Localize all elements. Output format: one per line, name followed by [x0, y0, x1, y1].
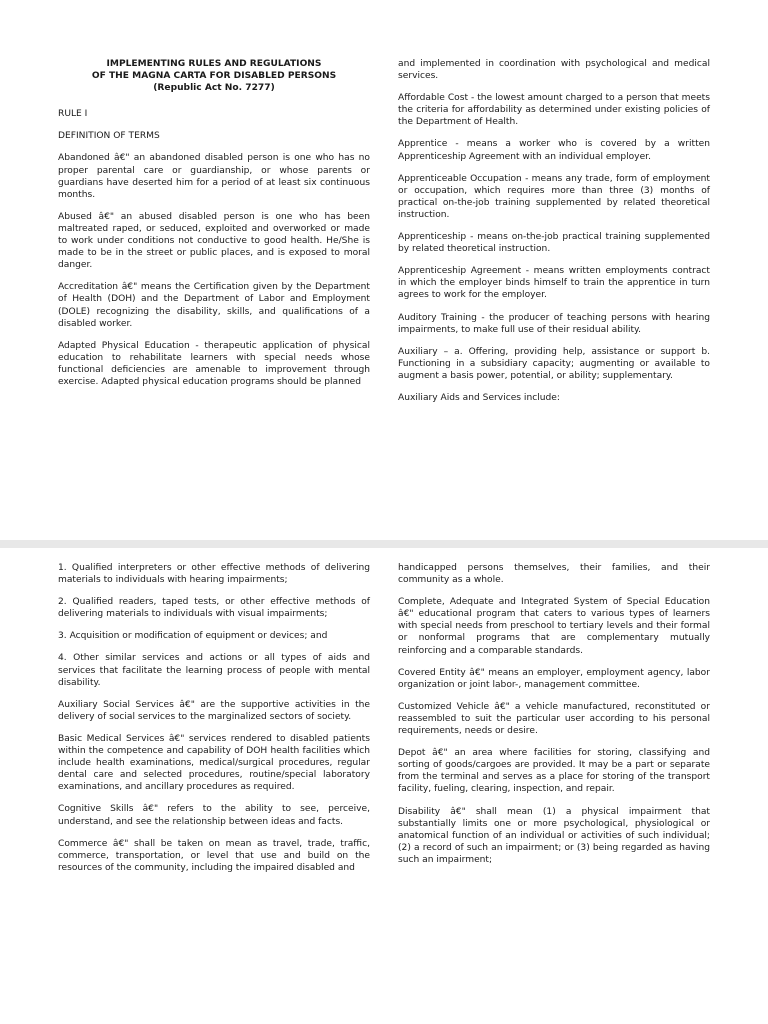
paragraph-auxiliary-social-services: Auxiliary Social Services â€" are the supportive activities in the delivery of social services to the marginalized sectors of society.	[58, 699, 370, 722]
title-line-2: OF THE MAGNA CARTA FOR DISABLED PERSONS	[91, 71, 337, 82]
page-separator	[0, 540, 768, 548]
paragraph-apprentice: Apprentice - means a worker who is covered by a written Apprenticeship Agreement with an individual employer.	[398, 139, 710, 162]
page2-right-column	[398, 562, 710, 876]
paragraph-auditory-training: Auditory Training - the producer of teaching persons with hearing impairments, to make full use of their residual ability.	[398, 312, 710, 335]
paragraph-abandoned: Abandoned â€" an abandoned disabled person is one who has no proper parental care or guardianship, or whose parents or guardians have deserted him for a period of at least six continuous months.	[58, 153, 370, 200]
list-item-other-services: 4. Other similar services and actions or all types of aids and services that facilitate the learning process of people with mental disability.	[58, 653, 370, 688]
paragraph-adapted-pe: Adapted Physical Education - therapeutic application of physical education to rehabilitate learners with special needs whose functional deficiencies are amenable to improvement through exercise. Adapted physical education programs should be planned	[58, 340, 370, 387]
rule-heading: RULE I	[58, 109, 88, 120]
section-heading: DEFINITION OF TERMS	[58, 131, 160, 142]
paragraph-apprenticeship-agreement: Apprenticeship Agreement - means written employments contract in which the employer binds himself to train the apprentice in turn agrees to work for the employer.	[398, 266, 710, 301]
paragraph-depot: Depot â€" an area where facilities for storing, classifying and sorting of goods/cargoes are provided. It may be a part or separate from the terminal and serves as a place for storing of the transport facility, fueling, clearing, inspection, and repair.	[398, 748, 710, 795]
paragraph-apprenticeable-occupation: Apprenticeable Occupation - means any trade, form of employment or occupation, which requires more than three (3) months of practical on-the-job training supplemented by related theoretical instruction.	[398, 173, 710, 220]
document-title	[58, 58, 370, 94]
paragraph-apprenticeship: Apprenticeship - means on-the-job practical training supplemented by related theoretical instruction.	[398, 232, 710, 255]
page1-right-column	[398, 58, 710, 414]
document-page-2	[0, 548, 768, 1024]
paragraph-auxiliary-aids: Auxiliary Aids and Services include:	[398, 392, 560, 403]
paragraph-disability: Disability â€" shall mean (1) a physical impairment that substantially limits one or more psychological, physiological or anatomical function of an individual or activities of such individual; (2) a record of such an impairment; or (3) being regarded as having such an impairment;	[398, 806, 710, 865]
list-item-readers: 2. Qualified readers, taped tests, or other effective methods of delivering materials to individuals with visual impairments;	[58, 597, 370, 620]
paragraph-affordable-cost: Affordable Cost - the lowest amount charged to a person that meets the criteria for affordability as determined under existing policies of the Department of Health.	[398, 93, 710, 128]
title-line-3: (Republic Act No. 7277)	[153, 83, 275, 94]
paragraph-basic-medical-services: Basic Medical Services â€" services rendered to disabled patients within the competence and capability of DOH health facilities which include health examinations, medical/surgical procedures, regular dental care and selected procedures, routine/special laboratory examinations, and ancillary procedures as required.	[58, 733, 370, 793]
paragraph-accreditation: Accreditation â€" means the Certification given by the Department of Health (DOH) and the Department of Labor and Employment (DOLE) recognizing the disability, skills, and qualifications of a disabled worker.	[58, 282, 370, 329]
page1-left-column	[58, 58, 370, 398]
paragraph-special-education: Complete, Adequate and Integrated System of Special Education â€" educational program that caters to various types of learners with special needs from preschool to tertiary levels and their formal or nonformal programs that are complementary mutually reinforcing and a comparable standards.	[398, 597, 710, 656]
paragraph-covered-entity: Covered Entity â€" means an employer, employment agency, labor organization or joint labor-, management committee.	[398, 667, 710, 690]
list-item-equipment: 3. Acquisition or modification of equipment or devices; and	[58, 631, 328, 642]
paragraph-commerce-cont: handicapped persons themselves, their families, and their community as a whole.	[398, 563, 710, 586]
paragraph-cognitive-skills: Cognitive Skills â€" refers to the ability to see, perceive, understand, and see the relationship between ideas and facts.	[58, 804, 370, 827]
page2-left-column	[58, 562, 370, 884]
paragraph-auxiliary: Auxiliary – a. Offering, providing help, assistance or support b. Functioning in a subsidiary capacity; augmenting or available to augment a basis power, potential, or ability; supplementary.	[398, 346, 710, 381]
paragraph-commerce: Commerce â€" shall be taken on mean as travel, trade, traffic, commerce, transportation, or level that use and build on the resources of the community, including the impaired disabled and	[58, 838, 370, 873]
paragraph-customized-vehicle: Customized Vehicle â€" a vehicle manufactured, reconstituted or reassembled to suit the particular user according to his personal requirements, needs or desire.	[398, 701, 710, 737]
paragraph-adapted-pe-cont: and implemented in coordination with psychological and medical services.	[398, 59, 710, 82]
paragraph-abused: Abused â€" an abused disabled person is one who has been maltreated raped, or seduced, exploited and overworked or made to work under conditions not conductive to good health. He/She is made to be in the street or public places, and is exposed to moral danger.	[58, 211, 370, 271]
title-line-1: IMPLEMENTING RULES AND REGULATIONS	[106, 59, 322, 69]
list-item-interpreters: 1. Qualified interpreters or other effective methods of delivering materials to individuals with hearing impairments;	[58, 563, 370, 586]
